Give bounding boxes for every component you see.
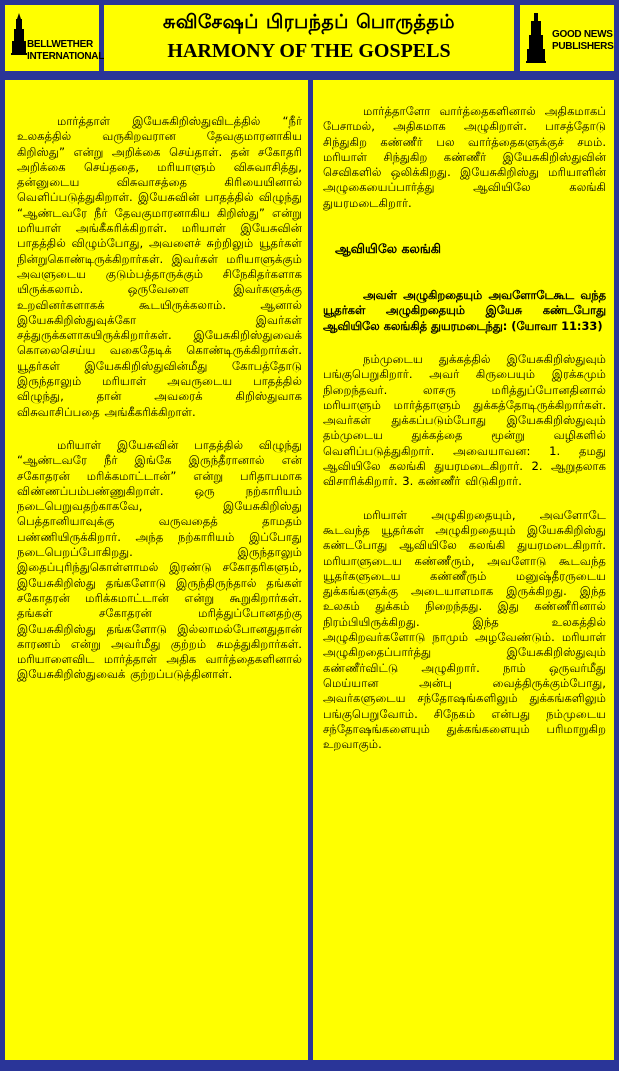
- left-paragraph-1: மார்த்தாள் இயேசுகிறிஸ்துவிடத்தில் “நீர் உலகத்தில் வருகிறவரான தேவகுமாரனாகிய கிறிஸ்து” என்று அறிக்கை செய்தாள். தன் சகோதரி அறிக்கை செய்ததை, மரியாளும் விசுவாசித்து, தன்னுடைய விசுவாசத்தை கிரியையினால் வெளிப்படுத்துகிறாள். இயேசுவின் பாதத்தில் விழுந்து “ஆண்டவரே நீர் தேவகுமாரனாகிய கிறிஸ்து” என்று மரியாள் அங்கீகரிக்கிறாள். மரியாள் இயேசுவின் பாதத்தில் விழும்போது, அவளைச் சுற்றிலும் யூதர்கள் நின்றுகொண்டிருக்கிறார்கள். இவர்கள் மரியாளுக்கும் அவளுடைய குடும்பத்தாருக்கும் சிநேகிதர்களாக யிருக்கலாம். ஒருவேளை இவர்களுக்கு உறவினர்களாகக் கூடயிருக்கலாம். ஆனால் இயேசுகிறிஸ்துவுக்கோ இவர்கள் சத்துருக்களாகயிருக்கிறார்கள். இயேசுகிறிஸ்துவைக் கொலைசெய்ய வகைதேடிக் கொண்டிருக்கிறார்கள். யூதர்கள் இயேசுகிறிஸ்துவின்மீது கோபத்தோடு இருந்தாலும் மரியாள் அவருடைய பாதத்தில் விழுந்து, தான் அவரைக் கிறிஸ்துவாக விசுவாசிப்பதை அங்கீகரிக்கிறாள்.: [17, 114, 302, 419]
- title-english: HARMONY OF THE GOSPELS: [167, 40, 451, 62]
- left-column: [5, 80, 308, 1060]
- good-news-logo: [520, 5, 614, 71]
- left-paragraph-2: மரியாள் இயேசுவின் பாதத்தில் விழுந்து “ஆண்டவரே நீர் இங்கே இருந்தீரானால் என் சகோதரன் மரிக்கமாட்டான்” என்று பரிதாபமாக விண்ணப்பம்பண்ணுகிறாள். ஒரு நற்காரியம் நடைபெறுவதற்காகவே, இயேசுகிறிஸ்து பெத்தானியாவுக்கு வருவதைத் தாமதம் பண்ணியிருக்கிறார். அந்த நற்காரியம் இப்போது நடைபெறப்போகிறது. இருந்தாலும் இதைப்புரிந்துகொள்ளாமல் இரண்டு சகோதரிகளும், இயேசுகிறிஸ்து தங்களோடு இருந்திருந்தால் தங்கள் சகோதரன் மரிக்கமாட்டான் என்று கூறுகிறார்கள். தங்கள் சகோதரன் மரித்துப்போனதற்கு இயேசுகிறிஸ்து தங்களோடு இல்லாமல்போனதுதான் காரணம் என்று அவர்மீது குற்றம் சுமத்துகிறார்கள். மரியாளைவிட மார்த்தாள் அதிக வார்த்தைகளினால் இயேசுகிறிஸ்துவைக் குற்றப்படுத்தினாள்.: [17, 437, 302, 682]
- building-icon: [526, 13, 546, 63]
- logo-right-line2: PUBLISHERS: [552, 41, 614, 52]
- right-paragraph-1: நம்முடைய துக்கத்தில் இயேசுகிறிஸ்துவும் பங்குபெறுகிறார். அவர் கிருபையும் இரக்கமும் நிறைந்தவர். லாசரு மரித்துப்போனதினால் மரியாளும் மார்த்தாளும் துக்கத்தோடிருக்கிறார்கள். அவர்கள் துக்கப்படும்போது இயேசுகிறிஸ்துவும் தம்முடைய துக்கத்தை மூன்று வழிகளில் வெளிப்படுத்துகிறார். அவையாவன: 1. தமது ஆவியிலே கலங்கி துயரமடைகிறார். 2. ஆறுதலாக விசாரிக்கிறார். 3. கண்ணீர் விடுகிறார்.: [323, 351, 606, 489]
- section-heading: ஆவியிலே கலங்கி: [335, 241, 442, 257]
- page-header: [0, 0, 619, 78]
- logo-right-line1: GOOD NEWS: [552, 29, 613, 40]
- right-intro-paragraph: மார்த்தாளோ வார்த்தைகளினால் அதிகமாகப் பேசாமல், அதிகமாக அழுகிறாள். பாசத்தோடு சிந்துகிற கண்ணீர் பல வார்த்தைகளுக்குச் சமம். மரியாள் சிந்துகிற கண்ணீர் இயேசுகிறிஸ்துவின் செவிகளில் ஒலிக்கிறது. இயேசுகிறிஸ்து மரியாளின் அழுகையைப்பார்த்து ஆவியிலே கலங்கி துயரமடைகிறார்.: [323, 104, 606, 210]
- right-column: [313, 80, 614, 1060]
- title-tamil: சுவிசேஷப் பிரபந்தப் பொருத்தம்: [162, 11, 456, 33]
- logo-left-line2: INTERNATIONAL: [27, 51, 105, 62]
- title-banner: [104, 5, 514, 71]
- logo-left-line1: BELLWETHER: [27, 39, 93, 50]
- scripture-verse: அவள் அழுகிறதையும் அவளோடேகூட வந்த யூதர்கள் அழுகிறதையும் இயேசு கண்டபோது ஆவியிலே கலங்கித் துயரமடைந்து: (யோவா 11:33): [323, 288, 606, 333]
- right-paragraph-2: மரியாள் அழுகிறதையும், அவளோடே கூடவந்த யூதர்கள் அழுகிறதையும் இயேசுகிறிஸ்து கண்டபோது ஆவியிலே கலங்கி துயரமடைகிறார். மரியாளுடைய கண்ணீரும், அவளோடு கூடவந்த யூதர்களுடைய கண்ணீரும் மனுஷ்தீரருடைய துக்கங்களுக்கு அடையாளமாக இருக்கிறது. இந்த உலகம் துக்கம் நிறைந்தது. இது கண்ணீரினால் நிரம்பியிருக்கிறது. இந்த உலகத்தில் அழுகிறவர்களோடு நாமும் அழவேண்டும். மரியாள் அழுகிறதைப்பார்த்து இயேசுகிறிஸ்துவும் கண்ணீர்விட்டு அழுகிறார். நாம் ஒருவர்மீது மெய்யான அன்பு வைத்திருக்கும்போது, அவர்களுடைய சந்தோஷங்களிலும் துக்கங்களிலும் பங்குபெறுவோம். சிநேகம் என்பது நம்முடைய சந்தோஷங்களையும் துக்கங்களையும் பரிமாறுகிற உறவாகும்.: [323, 507, 606, 752]
- bell-tower-icon: [11, 13, 27, 55]
- bellwether-logo: [5, 5, 105, 71]
